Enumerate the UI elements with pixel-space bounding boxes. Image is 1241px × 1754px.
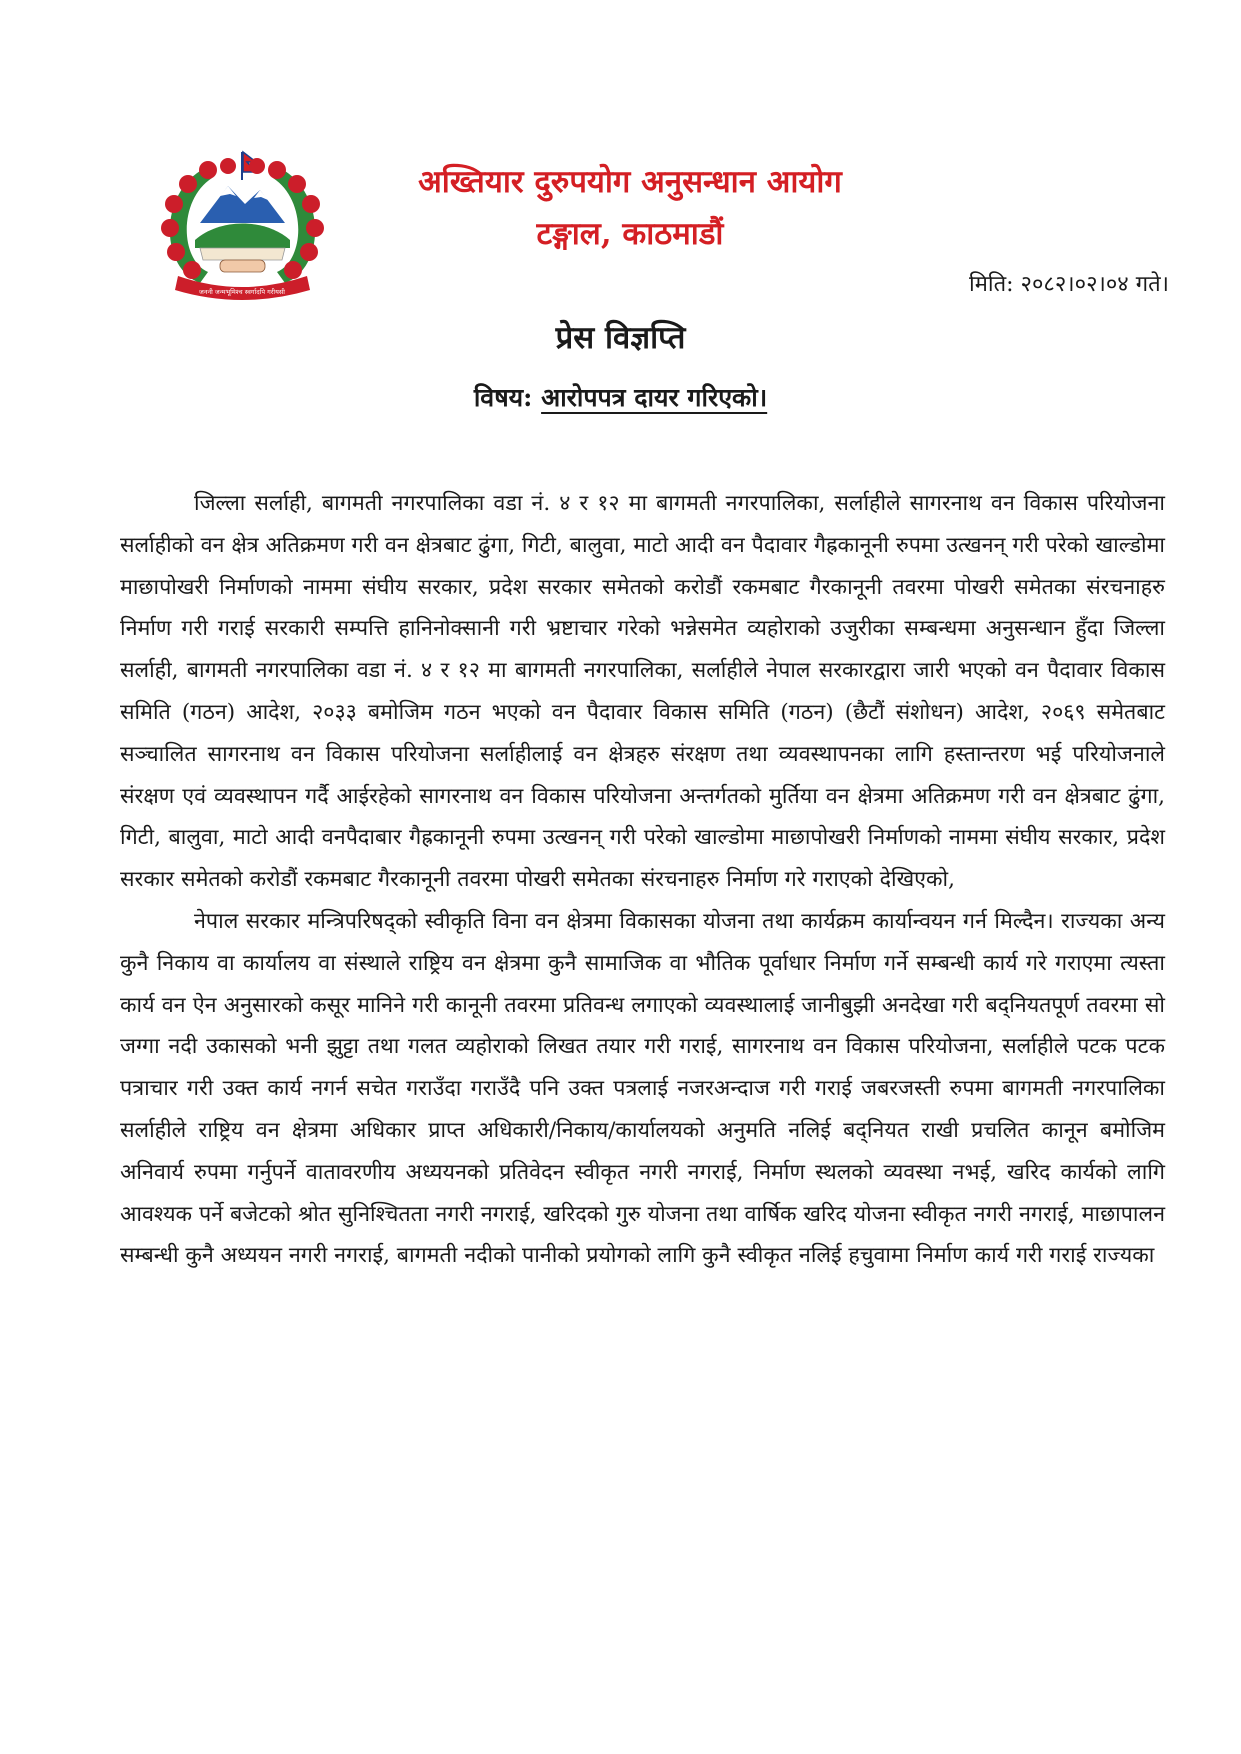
emblem-motto: जननी जन्मभूमिश्च स्वर्गादपि गरीयसी [199,288,285,296]
organization-location: टङ्गाल, काठमाडौं [536,216,724,252]
body-paragraph: नेपाल सरकार मन्त्रिपरिषद्को स्वीकृति विना वन क्षेत्रमा विकासका योजना तथा कार्यक्रम कार्यान्वयन गर्न मिल्दैन। राज्यका अन्य कुनै निकाय वा कार्यालय वा संस्थाले राष्ट्रिय वन क्षेत्रमा कुनै सामाजिक वा भौतिक पूर्वाधार निर्माण गर्ने सम्बन्धी कार्य गरे गराएमा त्यस्ता कार्य वन ऐन अनुसारको कसूर मानिने गरी कानूनी तवरमा प्रतिवन्ध लगाएको व्यवस्थालाई जानीबुझी अनदेखा गरी बद्नियतपूर्ण तवरमा सो जग्गा नदी उकासको भनी झुट्टा तथा गलत व्यहोराको लिखत तयार गरी गराई, सागरनाथ वन विकास परियोजना, सर्लाहीले पटक पटक पत्राचार गरी उक्त कार्य नगर्न सचेत गराउँदा गराउँदै पनि उक्त पत्रलाई नजरअन्दाज गरी गराई जबरजस्ती रुपमा बागमती नगरपालिका सर्लाहीले राष्ट्रिय वन क्षेत्रमा अधिकार प्राप्त अधिकारी/निकाय/कार्यालयको अनुमति नलिई बद्नियत राखी प्रचलित कानून बमोजिम अनिवार्य रुपमा गर्नुपर्ने वातावरणीय अध्ययनको प्रतिवेदन स्वीकृत नगरी नगराई, निर्माण स्थलको व्यवस्था नभई, खरिद कार्यको लागि आवश्यक पर्ने बजेटको श्रोत सुनिश्चितता नगरी नगराई, खरिदको गुरु योजना तथा वार्षिक खरिद योजना स्वीकृत नगरी नगराई, माछापालन सम्बन्धी कुनै अध्ययन नगरी नगराई, बागमती नदीको पानीको प्रयोगको लागि कुनै स्वीकृत नलिई हचुवामा निर्माण कार्य गरी गराई राज्यका [120,908,1165,1269]
organization-name: अख्तियार दुरुपयोग अनुसन्धान आयोग [418,164,842,200]
document-title: प्रेस विज्ञप्ति [555,320,686,356]
subject-line [0,380,1241,414]
body-paragraph: जिल्ला सर्लाही, बागमती नगरपालिका वडा नं. ४ र १२ मा बागमती नगरपालिका, सर्लाहीले सागरनाथ वन विकास परियोजना सर्लाहीको वन क्षेत्र अतिक्रमण गरी वन क्षेत्रबाट ढुंगा, गिटी, बालुवा, माटो आदी वन पैदावार गैह्रकानूनी रुपमा उत्खनन् गरी परेको खाल्डोमा माछापोखरी निर्माणको नाममा संघीय सरकार, प्रदेश सरकार समेतको करोडौं रकमबाट गैरकानूनी तवरमा पोखरी समेतका संरचनाहरु निर्माण गरी गराई सरकारी सम्पत्ति हानिनोक्सानी गरी भ्रष्टाचार गरेको भन्नेसमेत व्यहोराको उजुरीका सम्बन्धमा अनुसन्धान हुँदा जिल्ला सर्लाही, बागमती नगरपालिका वडा नं. ४ र १२ मा बागमती नगरपालिका, सर्लाहीले नेपाल सरकारद्वारा जारी भएको वन पैदावार विकास समिति (गठन) आदेश, २०३३ बमोजिम गठन भएको वन पैदावार विकास समिति (गठन) (छैटौं संशोधन) आदेश, २०६९ समेतबाट सञ्चालित सागरनाथ वन विकास परियोजना सर्लाहीलाई वन क्षेत्रहरु संरक्षण तथा व्यवस्थापनका लागि हस्तान्तरण भई परियोजनाले संरक्षण एवं व्यवस्थापन गर्दै आईरहेको सागरनाथ वन विकास परियोजना अन्तर्गतको मुर्तिया वन क्षेत्रमा अतिक्रमण गरी वन क्षेत्रबाट ढुंगा, गिटी, बालुवा, माटो आदी वनपैदाबार गैह्रकानूनी रुपमा उत्खनन् गरी परेको खाल्डोमा माछापोखरी निर्माणको नाममा संघीय सरकार, प्रदेश सरकार समेतको करोडौं रकमबाट गैरकानूनी तवरमा पोखरी समेतका संरचनाहरु निर्माण गरे गराएको देखिएको, [120,491,1165,893]
document-body [120,483,1165,1277]
issue-date: मिति: २०८२।०२।०४ गते। [969,272,1169,297]
subject-text: आरोपपत्र दायर गरिएको। [541,383,768,412]
nepal-emblem-icon [150,148,335,308]
subject-label: विषय: [473,383,533,412]
